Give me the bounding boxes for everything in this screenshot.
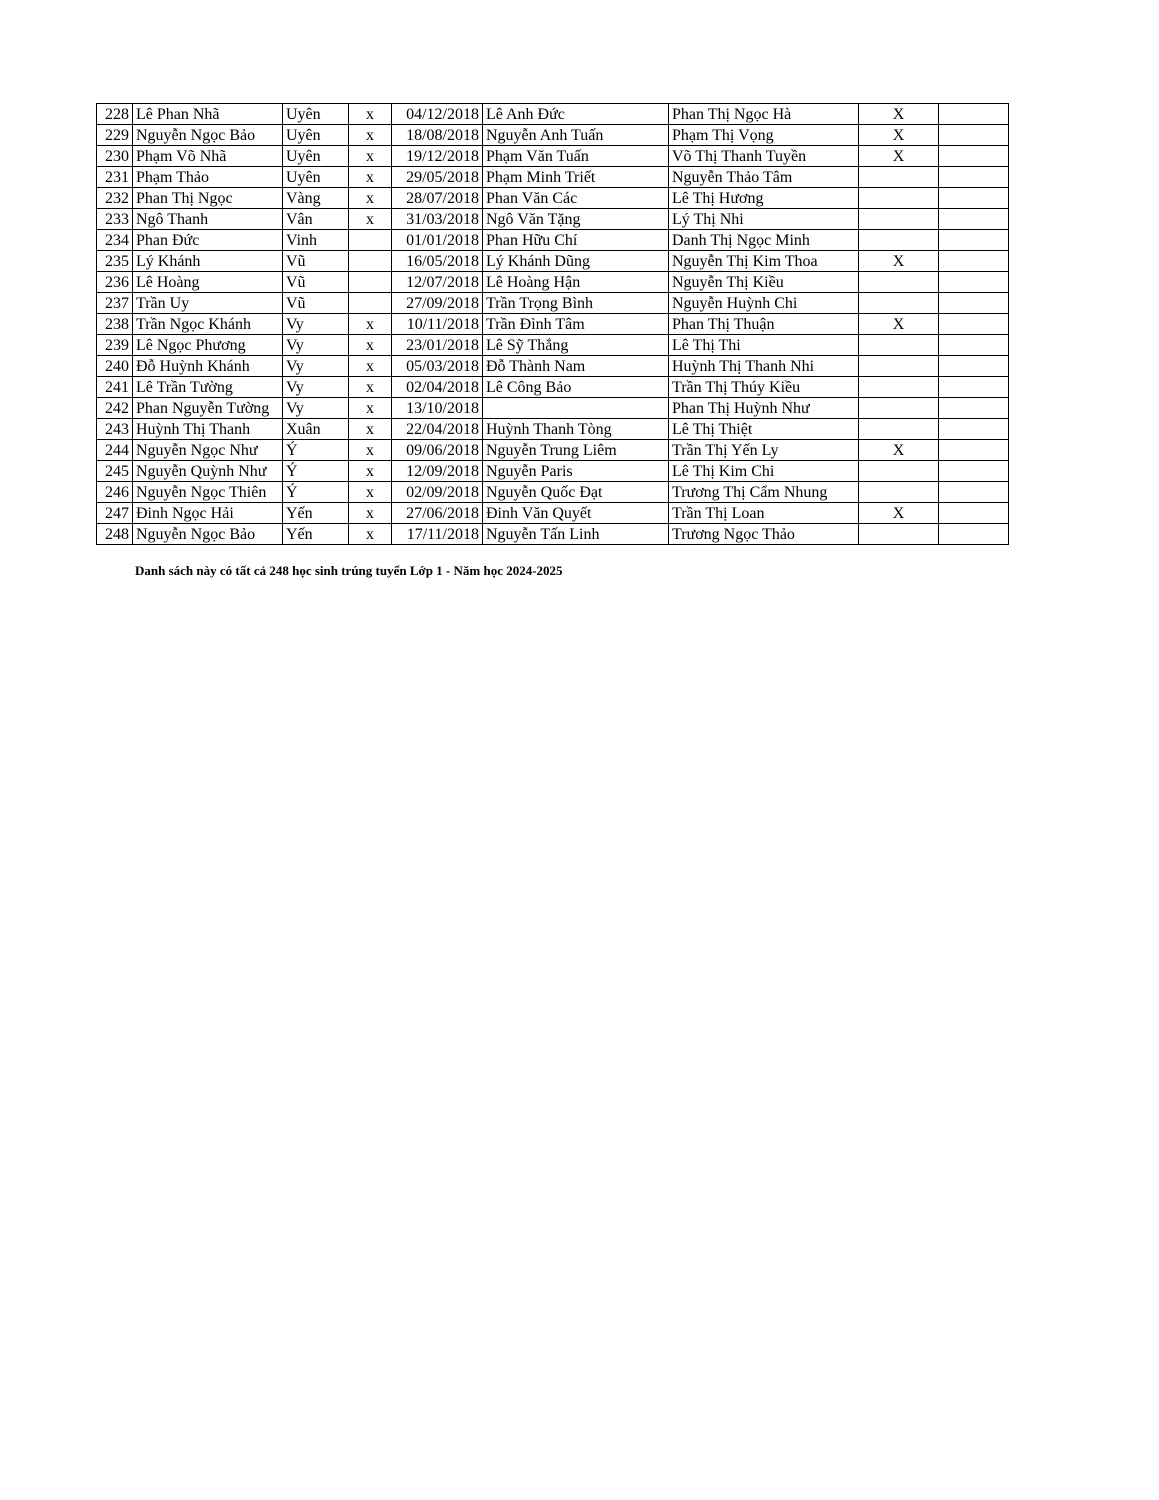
note-cell: [939, 209, 1009, 230]
father-name-cell: Nguyễn Anh Tuấn: [483, 125, 669, 146]
father-name-cell: Nguyễn Quốc Đạt: [483, 482, 669, 503]
given-name-cell: Vũ: [283, 272, 349, 293]
given-name-cell: Vy: [283, 377, 349, 398]
note-cell: [939, 125, 1009, 146]
father-name-cell: Trần Trọng Bình: [483, 293, 669, 314]
female-mark-cell: x: [349, 104, 392, 125]
row-number: 231: [97, 167, 133, 188]
table-row: [97, 398, 1009, 419]
female-mark-cell: x: [349, 356, 392, 377]
note-cell: [939, 461, 1009, 482]
flag-mark-cell: [859, 461, 939, 482]
birth-date-cell: 01/01/2018: [392, 230, 483, 251]
note-cell: [939, 293, 1009, 314]
table-row: [97, 440, 1009, 461]
mother-name-cell: Phan Thị Ngọc Hà: [669, 104, 859, 125]
surname-cell: Nguyễn Ngọc Thiên: [133, 482, 283, 503]
note-cell: [939, 356, 1009, 377]
given-name-cell: Vy: [283, 356, 349, 377]
surname-cell: Nguyễn Quỳnh Như: [133, 461, 283, 482]
birth-date-cell: 23/01/2018: [392, 335, 483, 356]
row-number: 246: [97, 482, 133, 503]
father-name-cell: Lê Sỹ Thắng: [483, 335, 669, 356]
note-cell: [939, 524, 1009, 545]
flag-mark-cell: [859, 524, 939, 545]
father-name-cell: Nguyễn Trung Liêm: [483, 440, 669, 461]
mother-name-cell: Nguyễn Huỳnh Chi: [669, 293, 859, 314]
row-number: 233: [97, 209, 133, 230]
father-name-cell: Lê Anh Đức: [483, 104, 669, 125]
flag-mark-cell: X: [859, 104, 939, 125]
flag-mark-cell: [859, 335, 939, 356]
mother-name-cell: Trương Ngọc Thảo: [669, 524, 859, 545]
given-name-cell: Xuân: [283, 419, 349, 440]
flag-mark-cell: [859, 377, 939, 398]
row-number: 245: [97, 461, 133, 482]
row-number: 247: [97, 503, 133, 524]
row-number: 232: [97, 188, 133, 209]
flag-mark-cell: [859, 482, 939, 503]
father-name-cell: Huỳnh Thanh Tòng: [483, 419, 669, 440]
father-name-cell: Nguyễn Paris: [483, 461, 669, 482]
row-number: 235: [97, 251, 133, 272]
female-mark-cell: x: [349, 146, 392, 167]
table-row: [97, 272, 1009, 293]
flag-mark-cell: [859, 272, 939, 293]
given-name-cell: Vinh: [283, 230, 349, 251]
surname-cell: Lê Phan Nhã: [133, 104, 283, 125]
given-name-cell: Yến: [283, 503, 349, 524]
birth-date-cell: 29/05/2018: [392, 167, 483, 188]
note-cell: [939, 146, 1009, 167]
female-mark-cell: x: [349, 461, 392, 482]
father-name-cell: Ngô Văn Tặng: [483, 209, 669, 230]
table-row: [97, 230, 1009, 251]
given-name-cell: Yến: [283, 524, 349, 545]
female-mark-cell: x: [349, 524, 392, 545]
table-row: [97, 377, 1009, 398]
row-number: 244: [97, 440, 133, 461]
mother-name-cell: Trương Thị Cẩm Nhung: [669, 482, 859, 503]
table-row: [97, 104, 1009, 125]
flag-mark-cell: [859, 419, 939, 440]
given-name-cell: Ý: [283, 440, 349, 461]
father-name-cell: Phan Văn Các: [483, 188, 669, 209]
flag-mark-cell: [859, 209, 939, 230]
table-row: [97, 482, 1009, 503]
table-row: [97, 251, 1009, 272]
flag-mark-cell: [859, 356, 939, 377]
female-mark-cell: x: [349, 440, 392, 461]
surname-cell: Phan Đức: [133, 230, 283, 251]
row-number: 239: [97, 335, 133, 356]
birth-date-cell: 16/05/2018: [392, 251, 483, 272]
mother-name-cell: Nguyễn Thị Kiều: [669, 272, 859, 293]
surname-cell: Lê Ngọc Phương: [133, 335, 283, 356]
table-row: [97, 188, 1009, 209]
surname-cell: Nguyễn Ngọc Bảo: [133, 524, 283, 545]
mother-name-cell: Trần Thị Yến Ly: [669, 440, 859, 461]
roster-body: [97, 104, 1009, 545]
mother-name-cell: Võ Thị Thanh Tuyền: [669, 146, 859, 167]
surname-cell: Phan Thị Ngọc: [133, 188, 283, 209]
given-name-cell: Ý: [283, 461, 349, 482]
female-mark-cell: x: [349, 314, 392, 335]
birth-date-cell: 18/08/2018: [392, 125, 483, 146]
given-name-cell: Uyên: [283, 125, 349, 146]
row-number: 230: [97, 146, 133, 167]
surname-cell: Trần Uy: [133, 293, 283, 314]
table-row: [97, 146, 1009, 167]
given-name-cell: Uyên: [283, 104, 349, 125]
row-number: 237: [97, 293, 133, 314]
mother-name-cell: Phan Thị Huỳnh Như: [669, 398, 859, 419]
row-number: 248: [97, 524, 133, 545]
father-name-cell: Đỗ Thành Nam: [483, 356, 669, 377]
mother-name-cell: Lý Thị Nhi: [669, 209, 859, 230]
flag-mark-cell: [859, 188, 939, 209]
flag-mark-cell: X: [859, 314, 939, 335]
father-name-cell: [483, 398, 669, 419]
note-cell: [939, 251, 1009, 272]
female-mark-cell: x: [349, 419, 392, 440]
surname-cell: Nguyễn Ngọc Như: [133, 440, 283, 461]
mother-name-cell: Phan Thị Thuận: [669, 314, 859, 335]
female-mark-cell: x: [349, 503, 392, 524]
row-number: 240: [97, 356, 133, 377]
note-cell: [939, 398, 1009, 419]
mother-name-cell: Danh Thị Ngọc Minh: [669, 230, 859, 251]
birth-date-cell: 27/06/2018: [392, 503, 483, 524]
table-row: [97, 335, 1009, 356]
birth-date-cell: 04/12/2018: [392, 104, 483, 125]
table-row: [97, 524, 1009, 545]
given-name-cell: Ý: [283, 482, 349, 503]
given-name-cell: Vy: [283, 335, 349, 356]
note-cell: [939, 440, 1009, 461]
father-name-cell: Lý Khánh Dũng: [483, 251, 669, 272]
mother-name-cell: Trần Thị Loan: [669, 503, 859, 524]
female-mark-cell: x: [349, 209, 392, 230]
father-name-cell: Phan Hữu Chí: [483, 230, 669, 251]
surname-cell: Lý Khánh: [133, 251, 283, 272]
birth-date-cell: 02/04/2018: [392, 377, 483, 398]
birth-date-cell: 02/09/2018: [392, 482, 483, 503]
surname-cell: Phan Nguyễn Tường: [133, 398, 283, 419]
father-name-cell: Phạm Minh Triết: [483, 167, 669, 188]
mother-name-cell: Phạm Thị Vọng: [669, 125, 859, 146]
note-cell: [939, 419, 1009, 440]
footer-note: Danh sách này có tất cả 248 học sinh trúng tuyển Lớp 1 - Năm học 2024-2025: [135, 563, 563, 578]
table-row: [97, 209, 1009, 230]
table-row: [97, 356, 1009, 377]
row-number: 228: [97, 104, 133, 125]
mother-name-cell: Lê Thị Thiệt: [669, 419, 859, 440]
surname-cell: Đỗ Huỳnh Khánh: [133, 356, 283, 377]
flag-mark-cell: [859, 398, 939, 419]
father-name-cell: Trần Đình Tâm: [483, 314, 669, 335]
female-mark-cell: x: [349, 188, 392, 209]
female-mark-cell: x: [349, 482, 392, 503]
mother-name-cell: Lê Thị Thi: [669, 335, 859, 356]
flag-mark-cell: X: [859, 503, 939, 524]
note-cell: [939, 104, 1009, 125]
surname-cell: Lê Hoàng: [133, 272, 283, 293]
given-name-cell: Uyên: [283, 146, 349, 167]
surname-cell: Phạm Thảo: [133, 167, 283, 188]
birth-date-cell: 10/11/2018: [392, 314, 483, 335]
flag-mark-cell: X: [859, 440, 939, 461]
table-row: [97, 125, 1009, 146]
row-number: 234: [97, 230, 133, 251]
flag-mark-cell: X: [859, 146, 939, 167]
father-name-cell: Đinh Văn Quyết: [483, 503, 669, 524]
birth-date-cell: 05/03/2018: [392, 356, 483, 377]
father-name-cell: Lê Hoàng Hận: [483, 272, 669, 293]
note-cell: [939, 377, 1009, 398]
table-row: [97, 314, 1009, 335]
father-name-cell: Phạm Văn Tuấn: [483, 146, 669, 167]
father-name-cell: Nguyễn Tấn Linh: [483, 524, 669, 545]
birth-date-cell: 28/07/2018: [392, 188, 483, 209]
flag-mark-cell: X: [859, 125, 939, 146]
birth-date-cell: 12/07/2018: [392, 272, 483, 293]
given-name-cell: Vy: [283, 398, 349, 419]
mother-name-cell: Lê Thị Kim Chi: [669, 461, 859, 482]
mother-name-cell: Trần Thị Thúy Kiều: [669, 377, 859, 398]
flag-mark-cell: [859, 293, 939, 314]
female-mark-cell: x: [349, 167, 392, 188]
given-name-cell: Vũ: [283, 293, 349, 314]
row-number: 243: [97, 419, 133, 440]
surname-cell: Lê Trần Tường: [133, 377, 283, 398]
given-name-cell: Vũ: [283, 251, 349, 272]
birth-date-cell: 12/09/2018: [392, 461, 483, 482]
birth-date-cell: 09/06/2018: [392, 440, 483, 461]
flag-mark-cell: [859, 230, 939, 251]
row-number: 229: [97, 125, 133, 146]
birth-date-cell: 19/12/2018: [392, 146, 483, 167]
flag-mark-cell: X: [859, 251, 939, 272]
mother-name-cell: Huỳnh Thị Thanh Nhi: [669, 356, 859, 377]
row-number: 238: [97, 314, 133, 335]
table-row: [97, 293, 1009, 314]
mother-name-cell: Lê Thị Hương: [669, 188, 859, 209]
student-roster-table: [96, 103, 1009, 545]
table-row: [97, 461, 1009, 482]
table-row: [97, 503, 1009, 524]
given-name-cell: Uyên: [283, 167, 349, 188]
birth-date-cell: 27/09/2018: [392, 293, 483, 314]
note-cell: [939, 188, 1009, 209]
note-cell: [939, 314, 1009, 335]
mother-name-cell: Nguyễn Thị Kim Thoa: [669, 251, 859, 272]
given-name-cell: Vân: [283, 209, 349, 230]
father-name-cell: Lê Công Bảo: [483, 377, 669, 398]
surname-cell: Nguyễn Ngọc Bảo: [133, 125, 283, 146]
mother-name-cell: Nguyễn Thảo Tâm: [669, 167, 859, 188]
note-cell: [939, 335, 1009, 356]
female-mark-cell: x: [349, 125, 392, 146]
birth-date-cell: 13/10/2018: [392, 398, 483, 419]
note-cell: [939, 167, 1009, 188]
row-number: 241: [97, 377, 133, 398]
table-row: [97, 419, 1009, 440]
female-mark-cell: [349, 272, 392, 293]
surname-cell: Ngô Thanh: [133, 209, 283, 230]
table-row: [97, 167, 1009, 188]
female-mark-cell: [349, 251, 392, 272]
note-cell: [939, 272, 1009, 293]
surname-cell: Đinh Ngọc Hải: [133, 503, 283, 524]
flag-mark-cell: [859, 167, 939, 188]
given-name-cell: Vy: [283, 314, 349, 335]
given-name-cell: Vàng: [283, 188, 349, 209]
row-number: 236: [97, 272, 133, 293]
note-cell: [939, 503, 1009, 524]
female-mark-cell: x: [349, 398, 392, 419]
row-number: 242: [97, 398, 133, 419]
female-mark-cell: x: [349, 335, 392, 356]
birth-date-cell: 17/11/2018: [392, 524, 483, 545]
note-cell: [939, 482, 1009, 503]
birth-date-cell: 22/04/2018: [392, 419, 483, 440]
surname-cell: Huỳnh Thị Thanh: [133, 419, 283, 440]
surname-cell: Phạm Võ Nhã: [133, 146, 283, 167]
note-cell: [939, 230, 1009, 251]
female-mark-cell: [349, 293, 392, 314]
female-mark-cell: [349, 230, 392, 251]
birth-date-cell: 31/03/2018: [392, 209, 483, 230]
female-mark-cell: x: [349, 377, 392, 398]
surname-cell: Trần Ngọc Khánh: [133, 314, 283, 335]
